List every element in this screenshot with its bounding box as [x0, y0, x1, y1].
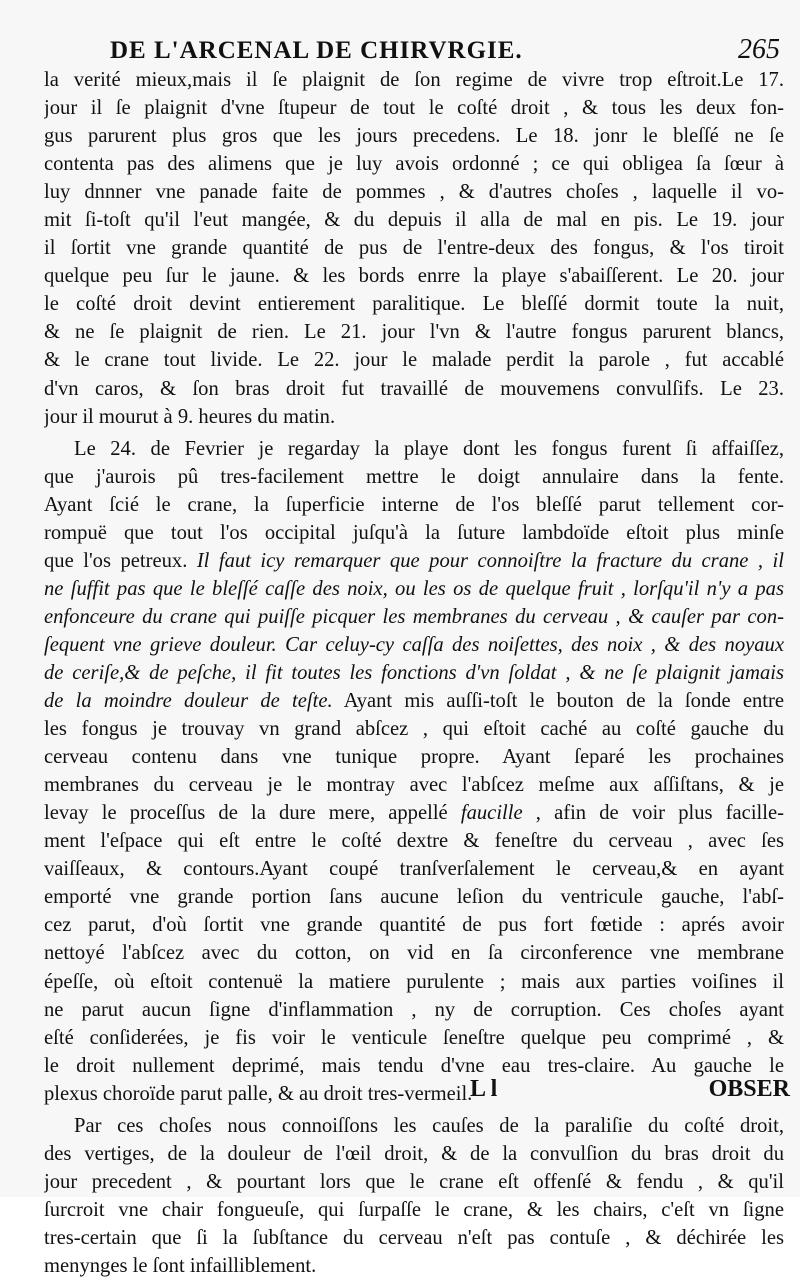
line-roman-text: le droit nullement deprimé, mais tendu d'vne eau tres-claire. Au gauche le	[44, 1054, 784, 1077]
text-line	[44, 1140, 784, 1168]
text-line	[44, 855, 784, 883]
line-roman-text: & le crane tout livide. Le 22. jour le malade perdit la parole , fut accablé	[44, 349, 784, 372]
text-line	[44, 687, 784, 715]
page-number: 265	[738, 34, 780, 65]
line-roman-text: des vertiges, de la douleur de l'œil droit, & de la convulſion du bras droit du	[44, 1142, 784, 1165]
text-line	[44, 403, 784, 431]
line-roman-text: Ayant mis auſſi-toſt le bouton de la ſonde entre	[332, 690, 784, 713]
line-roman-text: jour il mourut à 9. heures du matin.	[44, 405, 336, 428]
line-roman-text: la verité mieux,mais il ſe plaignit de ſon regime de vivre trop eſtroit.Le 17.	[44, 69, 784, 91]
text-line	[44, 883, 784, 911]
text-line	[44, 1224, 784, 1252]
text-line	[44, 206, 784, 234]
line-italic-text: de ceriſe,& de peſche, il fit toutes les fonctions d'vn ſoldat , & ne ſe plaignit jamais	[44, 661, 784, 684]
line-roman-text: Par ces choſes nous connoiſſons les cauſes de la paraliſie du coſté droit,	[74, 1114, 784, 1137]
text-line	[44, 150, 784, 178]
running-title: DE L'ARCENAL DE CHIRVRGIE.	[110, 37, 523, 64]
line-roman-text: le coſté droit devint entierement paralitique. Le bleſſé dormit toute la nuit,	[44, 293, 784, 316]
paragraph	[44, 1112, 784, 1280]
line-roman-text: tres-certain que ſi la ſubſtance du cerveau n'eſt pas contuſe , & déchirée les	[44, 1226, 784, 1249]
line-roman-text: , afin de voir plus facille-	[522, 802, 784, 825]
line-roman-text: que l'os petreux.	[44, 549, 188, 572]
line-roman-text: rompuë que tout l'os occipital juſqu'à la ſuture lambdoïde eſtoit plus minſe	[44, 521, 784, 544]
line-roman-text: épeſſe, où eſtoit contenuë la matiere purulente ; mais aux parties voiſines il	[44, 970, 784, 993]
line-roman-text: nettoyé l'abſcez avec du cotton, on vid en ſa circonference vne membrane	[44, 942, 784, 965]
paragraph	[44, 66, 784, 431]
text-line	[44, 1196, 784, 1224]
text-line	[44, 631, 784, 659]
line-roman-text: Ayant ſcié le crane, la ſuperficie interne de l'os bleſſé parut tellement cor-	[44, 493, 784, 516]
text-line	[44, 1112, 784, 1140]
text-line	[44, 375, 784, 403]
line-italic-text: Il faut icy remarquer que pour connoiſtre la fracture du crane , il	[187, 549, 784, 572]
line-roman-text: plexus choroïde parut palle, & au droit tres-vermeil.	[44, 1082, 473, 1105]
page-header	[110, 34, 780, 66]
text-line	[44, 262, 784, 290]
text-line	[44, 715, 784, 743]
line-roman-text: ment l'eſpace qui eſt entre le coſté dextre & feneſtre du cerveau , avec ſes	[44, 830, 784, 853]
text-line	[44, 827, 784, 855]
line-roman-text: il ſortit vne grande quantité de pus de l'entre-deux des fongus, & l'os tiroit	[44, 237, 784, 260]
line-roman-text: mit ſi-toſt qu'il l'eut mangée, & du depuis il alla de mal en pis. Le 19. jour	[44, 209, 784, 232]
line-roman-text: membranes du cerveau je le montray avec l'abſcez meſme aux aſſiſtans, & je	[44, 774, 784, 797]
text-line	[44, 659, 784, 687]
text-line	[44, 771, 784, 799]
line-roman-text: les fongus je trouvay vn grand abſcez , qui eſtoit caché au coſté gauche du	[44, 718, 784, 741]
text-line	[44, 290, 784, 318]
line-roman-text: ne parut aucun ſigne d'inflammation , ny de corruption. Ces choſes ayant	[44, 998, 784, 1021]
text-line	[44, 547, 784, 575]
text-line	[44, 939, 784, 967]
line-roman-text: jour il ſe plaignit d'vne ſtupeur de tout le coſté droit , & tous les deux fon-	[44, 97, 784, 120]
line-roman-text: Le 24. de Fevrier je regarday la playe dont les fongus furent ſi affaiſſez,	[74, 437, 784, 460]
page-footer	[470, 1076, 790, 1103]
line-roman-text: gus parurent plus gros que les jours precedens. Le 18. jonr le bleſſé ne ſe	[44, 125, 784, 148]
line-roman-text: & ne ſe plaignit de rien. Le 21. jour l'vn & l'autre fongus parurent blancs,	[44, 321, 784, 344]
line-italic-text: de la moindre douleur de teſte.	[44, 690, 333, 713]
text-line	[44, 491, 784, 519]
line-roman-text: ſurcroit vne chair fongueuſe, qui ſurpaſſe le crane, & les chairs, c'eſt vn ſigne	[44, 1198, 784, 1221]
text-line	[44, 968, 784, 996]
text-line	[44, 799, 784, 827]
text-line	[44, 66, 784, 94]
text-line	[44, 996, 784, 1024]
text-line	[44, 911, 784, 939]
line-roman-text: jour precedent , & pourtant lors que le crane eſt offenſé & fendu , & qu'il	[44, 1170, 784, 1193]
line-italic-text: ſequent vne grieve douleur. Car celuy-cy caſſa des noiſettes, des noix , & des noyaux	[44, 633, 784, 656]
text-line	[44, 1024, 784, 1052]
text-line	[44, 519, 784, 547]
line-italic-text: faucille	[447, 802, 523, 825]
text-line	[44, 743, 784, 771]
line-roman-text: cez parut, d'où ſortit vne grande quantité de pus fort fœtide : aprés avoir	[44, 914, 784, 937]
line-roman-text: cerveau contenu dans vne tunique propre. Ayant ſeparé les prochaines	[44, 746, 784, 769]
text-line	[44, 94, 784, 122]
text-line	[44, 234, 784, 262]
text-line	[44, 346, 784, 374]
text-line	[44, 178, 784, 206]
line-roman-text: levay le proceſſus de la dure mere, appellé	[44, 802, 448, 825]
text-line	[44, 435, 784, 463]
line-italic-text: enfonceure du crane qui puiſſe picquer les membranes du cerveau , & cauſer par con-	[44, 605, 784, 628]
catchword: OBSER	[708, 1076, 790, 1102]
line-italic-text: ne ſuffit pas que le bleſſé caſſe des noix, ou les os de quelque fruit , lorſqu'il n'y a pas	[44, 577, 784, 600]
line-roman-text: luy dnnner vne panade faite de pommes , & d'autres choſes , laquelle il vo-	[44, 181, 784, 204]
line-roman-text: que j'aurois pû tres-facilement mettre le doigt annulaire dans la fente.	[44, 465, 784, 488]
line-roman-text: contenta pas des alimens que je luy avois ordonné ; ce qui obligea ſa ſœur à	[44, 153, 784, 176]
line-roman-text: eſté conſiderées, je fis voir le venticule ſeneſtre quelque peu comprimé , &	[44, 1026, 784, 1049]
line-roman-text: d'vn caros, & ſon bras droit fut travaillé de mouvemens convulſifs. Le 23.	[44, 377, 784, 400]
text-line	[44, 1252, 784, 1280]
line-roman-text: emporté vne grande portion ſans aucune leſion du ventricule gauche, l'abſ-	[44, 886, 784, 909]
text-line	[44, 463, 784, 491]
line-roman-text: menynges le ſont infailliblement.	[44, 1254, 317, 1277]
paragraph	[44, 435, 784, 1108]
text-line	[44, 603, 784, 631]
text-line	[44, 122, 784, 150]
text-line	[44, 1168, 784, 1196]
signature-mark: L l	[470, 1076, 498, 1102]
text-line	[44, 318, 784, 346]
line-roman-text: quelque peu ſur le jaune. & les bords enrre la playe s'abaiſſerent. Le 20. jour	[44, 265, 784, 288]
line-roman-text: vaiſſeaux, & contours.Ayant coupé tranſverſalement le cerveau,& en ayant	[44, 858, 784, 881]
text-line	[44, 575, 784, 603]
